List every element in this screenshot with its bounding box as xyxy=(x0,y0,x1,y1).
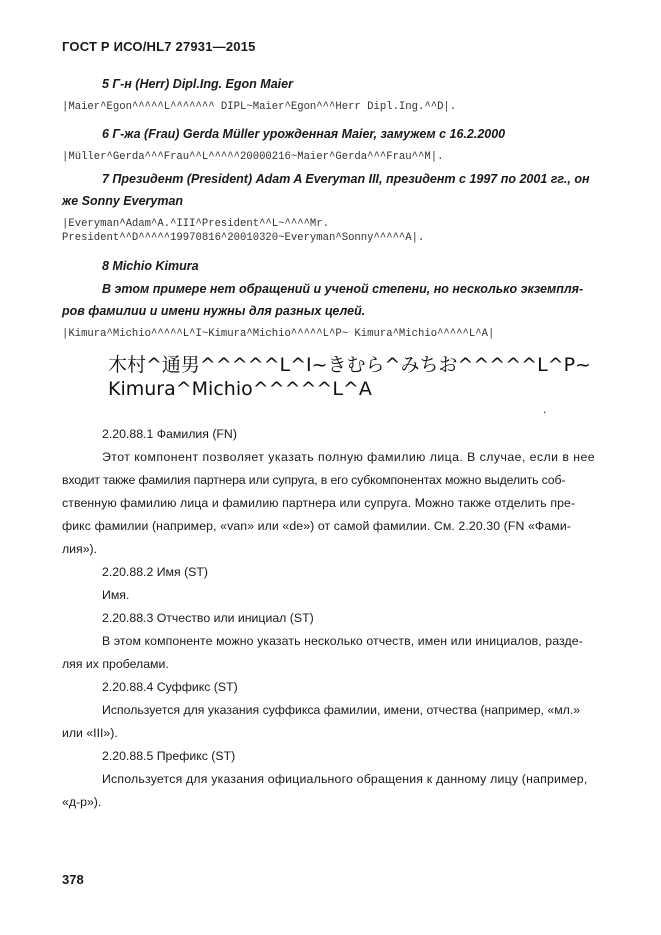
japanese-name-line: 木村^通男^^^^^L^I~きむら^みちお^^^^^L^P~ xyxy=(108,354,591,376)
document-header: ГОСТ Р ИСО/HL7 27931—2015 xyxy=(62,39,256,54)
paragraph-line: «д-р»). xyxy=(62,795,102,809)
code-line: President^^D^^^^^19970816^20010320~Everyman^Sonny^^^^^A|. xyxy=(62,232,425,244)
section-title: 2.20.88.3 Отчество или инициал (ST) xyxy=(102,611,314,625)
example-note: В этом примере нет обращений и ученой степени, но несколько экземпля- xyxy=(102,282,584,296)
example-note: ров фамилии и имени нужны для разных целей. xyxy=(62,304,366,318)
paragraph-line: фикс фамилии (например, «van» или «de») от самой фамилии. См. 2.20.30 (FN «Фами- xyxy=(62,519,572,533)
section-title: 2.20.88.4 Суффикс (ST) xyxy=(102,680,238,694)
paragraph-line: ляя их пробелами. xyxy=(62,657,169,671)
page-number: 378 xyxy=(62,872,84,887)
example-heading: 5 Г-н (Herr) Dipl.Ing. Egon Maier xyxy=(102,77,293,91)
section-title: 2.20.88.5 Префикс (ST) xyxy=(102,749,236,763)
paragraph-line: Имя. xyxy=(102,588,130,602)
code-line: |Kimura^Michio^^^^^L^I~Kimura^Michio^^^^^L^P~ Kimura^Michio^^^^^L^A| xyxy=(62,328,495,340)
paragraph-line: Этот компонент позволяет указать полную фамилию лица. В случае, если в нее xyxy=(102,450,596,464)
section-title: 2.20.88.2 Имя (ST) xyxy=(102,565,208,579)
example-heading: же Sonny Everyman xyxy=(62,194,184,208)
paragraph-line: Используется для указания официального обращения к данному лицу (например, xyxy=(102,772,588,786)
paragraph-line: ственную фамилию лица и фамилию партнера или супруга. Можно также отделить пре- xyxy=(62,496,576,510)
example-heading: 6 Г-жа (Frau) Gerda Müller урожденная Maier, замужем с 16.2.2000 xyxy=(102,127,506,141)
section-title: 2.20.88.1 Фамилия (FN) xyxy=(102,427,237,441)
paragraph-line: лия»). xyxy=(62,542,98,556)
paragraph-line: входит также фамилия партнера или супруга, в его субкомпонентах можно выделить соб- xyxy=(62,473,566,487)
paragraph-line: или «III»). xyxy=(62,726,118,740)
japanese-name-line: Kimura^Michio^^^^^L^A xyxy=(108,378,372,400)
trailing-dot: . xyxy=(543,402,547,416)
code-line: |Maier^Egon^^^^^L^^^^^^^ DIPL~Maier^Egon^^^Herr Dipl.Ing.^^D|. xyxy=(62,101,457,113)
paragraph-line: Используется для указания суффикса фамилии, имени, отчества (например, «мл.» xyxy=(102,703,581,717)
example-heading: 8 Michio Kimura xyxy=(102,259,199,273)
example-heading: 7 Президент (President) Adam A Everyman III, президент с 1997 по 2001 гг., он xyxy=(102,172,590,186)
code-line: |Everyman^Adam^A.^III^President^^L~^^^^Mr. xyxy=(62,218,330,230)
code-line: |Müller^Gerda^^^Frau^^L^^^^^20000216~Maier^Gerda^^^Frau^^M|. xyxy=(62,151,444,163)
paragraph-line: В этом компоненте можно указать несколько отчеств, имен или инициалов, разде- xyxy=(102,634,583,648)
